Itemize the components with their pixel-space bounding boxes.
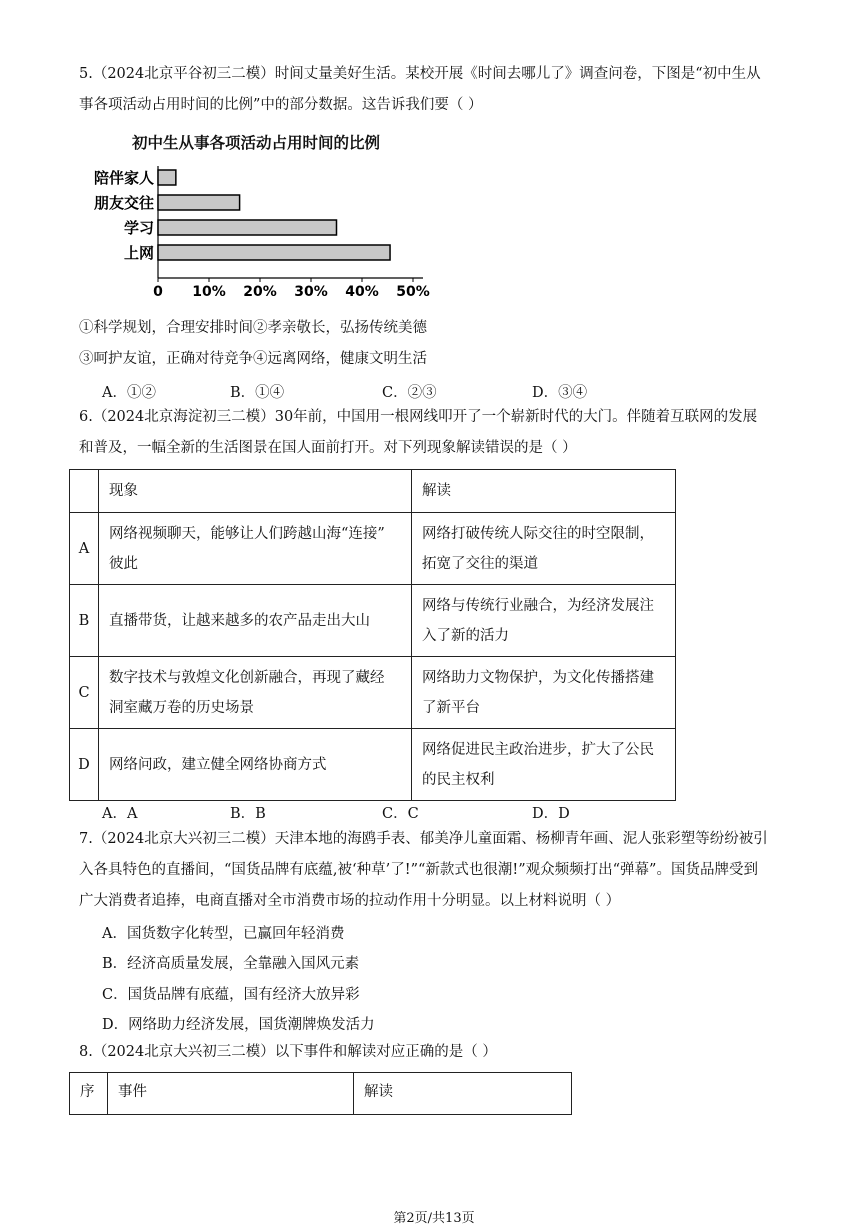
q8-stem-line-1: 8.（2024北京大兴初三二模）以下事件和解读对应正确的是（ ） [79,1044,497,1060]
q8-table [69,1072,572,1115]
phenomenon-cell: 网络问政，建立健全网络协商方式 [99,729,412,801]
q5-stem-line-2: 事各项活动占用时间的比例”中的部分数据。这告诉我们要（ ） [79,97,483,113]
phenomenon-header: 现象 [99,470,412,513]
interpretation-cell: 网络与传统行业融合，为经济发展注 入了新的活力 [412,585,676,657]
q7-option-a[interactable]: A．国货数字化转型，已赢回年轻消费 [102,926,345,942]
category-label: 上网 [123,244,154,262]
row-label: D [70,729,99,801]
interpretation-header: 解读 [412,470,676,513]
table-row [70,585,676,657]
q5-option-c[interactable]: C．②③ [382,385,437,401]
table-header-row [70,470,676,513]
q7-option-b[interactable]: B．经济高质量发展，全靠融入国风元素 [102,956,360,972]
category-label: 学习 [123,219,154,237]
x-tick-label: 10% [192,284,226,300]
x-tick-label: 30% [294,284,328,300]
interpretation-cell: 网络促进民主政治进步，扩大了公民 的民主权利 [412,729,676,801]
q5-option-d[interactable]: D．③④ [532,385,588,401]
row-label: C [70,657,99,729]
interpretation-cell: 网络助力文物保护，为文化传播搭建 了新平台 [412,657,676,729]
bar [158,195,240,210]
table-header-row [70,1073,572,1115]
category-label: 朋友交往 [93,194,154,212]
index-header: 序 [70,1073,108,1115]
row-label: B [70,585,99,657]
q7-stem-line-1: 7.（2024北京大兴初三二模）天津本地的海鸥手表、郁美净儿童面霜、杨柳青年画、泥人张彩塑等纷纷被引 [79,831,768,847]
q6-option-d[interactable]: D．D [532,806,570,822]
q5-option-b[interactable]: B．①④ [230,385,285,401]
phenomenon-cell: 网络视频聊天，能够让人们跨越山海“连接” 彼此 [99,513,412,585]
page-footer: 第2页/共13页 [393,1211,475,1226]
bar [158,245,390,260]
row-label: A [70,513,99,585]
q5-statements-line-2: ③呵护友谊，正确对待竞争④远离网络，健康文明生活 [79,351,427,367]
table-row [70,729,676,801]
interpretation-cell: 网络打破传统人际交往的时空限制， 拓宽了交往的渠道 [412,513,676,585]
x-tick-label: 20% [243,284,277,300]
event-header: 事件 [108,1073,354,1115]
q5-statements-line-1: ①科学规划，合理安排时间②孝亲敬长，弘扬传统美德 [79,320,427,336]
interpretation-header: 解读 [354,1073,572,1115]
q7-stem-line-3: 广大消费者追捧，电商直播对全市消费市场的拉动作用十分明显。以上材料说明（ ） [79,893,621,909]
q7-stem-line-2: 入各具特色的直播间，“国货品牌有底蕴,被‘种草’了!”“新款式也很潮!”观众频频打出“弹幕”。国货品牌受到 [79,862,758,878]
q7-option-c[interactable]: C．国货品牌有底蕴，国有经济大放异彩 [102,987,360,1003]
q6-option-b[interactable]: B．B [230,806,266,822]
q5-stem-line-1: 5.（2024北京平谷初三二模）时间丈量美好生活。某校开展《时间去哪儿了》调查问卷，下图是“初中生从 [79,66,761,82]
q6-stem-line-2: 和普及，一幅全新的生活图景在国人面前打开。对下列现象解读错误的是（ ） [79,440,577,456]
x-tick-label: 0 [153,284,163,300]
q6-option-a[interactable]: A．A [102,806,138,822]
chart-title: 初中生从事各项活动占用时间的比例 [132,134,381,152]
x-tick-label: 50% [396,284,430,300]
table-row [70,657,676,729]
bar [158,170,176,185]
q6-table [69,469,676,801]
phenomenon-cell: 直播带货，让越来越多的农产品走出大山 [99,585,412,657]
q6-option-c[interactable]: C．C [382,806,419,822]
label-header-cell [70,470,99,513]
q6-stem-line-1: 6.（2024北京海淀初三二模）30年前，中国用一根网线叩开了一个崭新时代的大门。伴随着互联网的发展 [79,409,758,425]
bar [158,220,337,235]
q7-option-d[interactable]: D．网络助力经济发展，国货潮牌焕发活力 [102,1017,375,1033]
phenomenon-cell: 数字技术与敦煌文化创新融合，再现了藏经 洞室藏万卷的历史场景 [99,657,412,729]
x-tick-label: 40% [345,284,379,300]
table-row [70,513,676,585]
bar-chart [80,158,450,304]
q5-option-a[interactable]: A．①② [102,385,156,401]
category-label: 陪伴家人 [93,169,154,187]
